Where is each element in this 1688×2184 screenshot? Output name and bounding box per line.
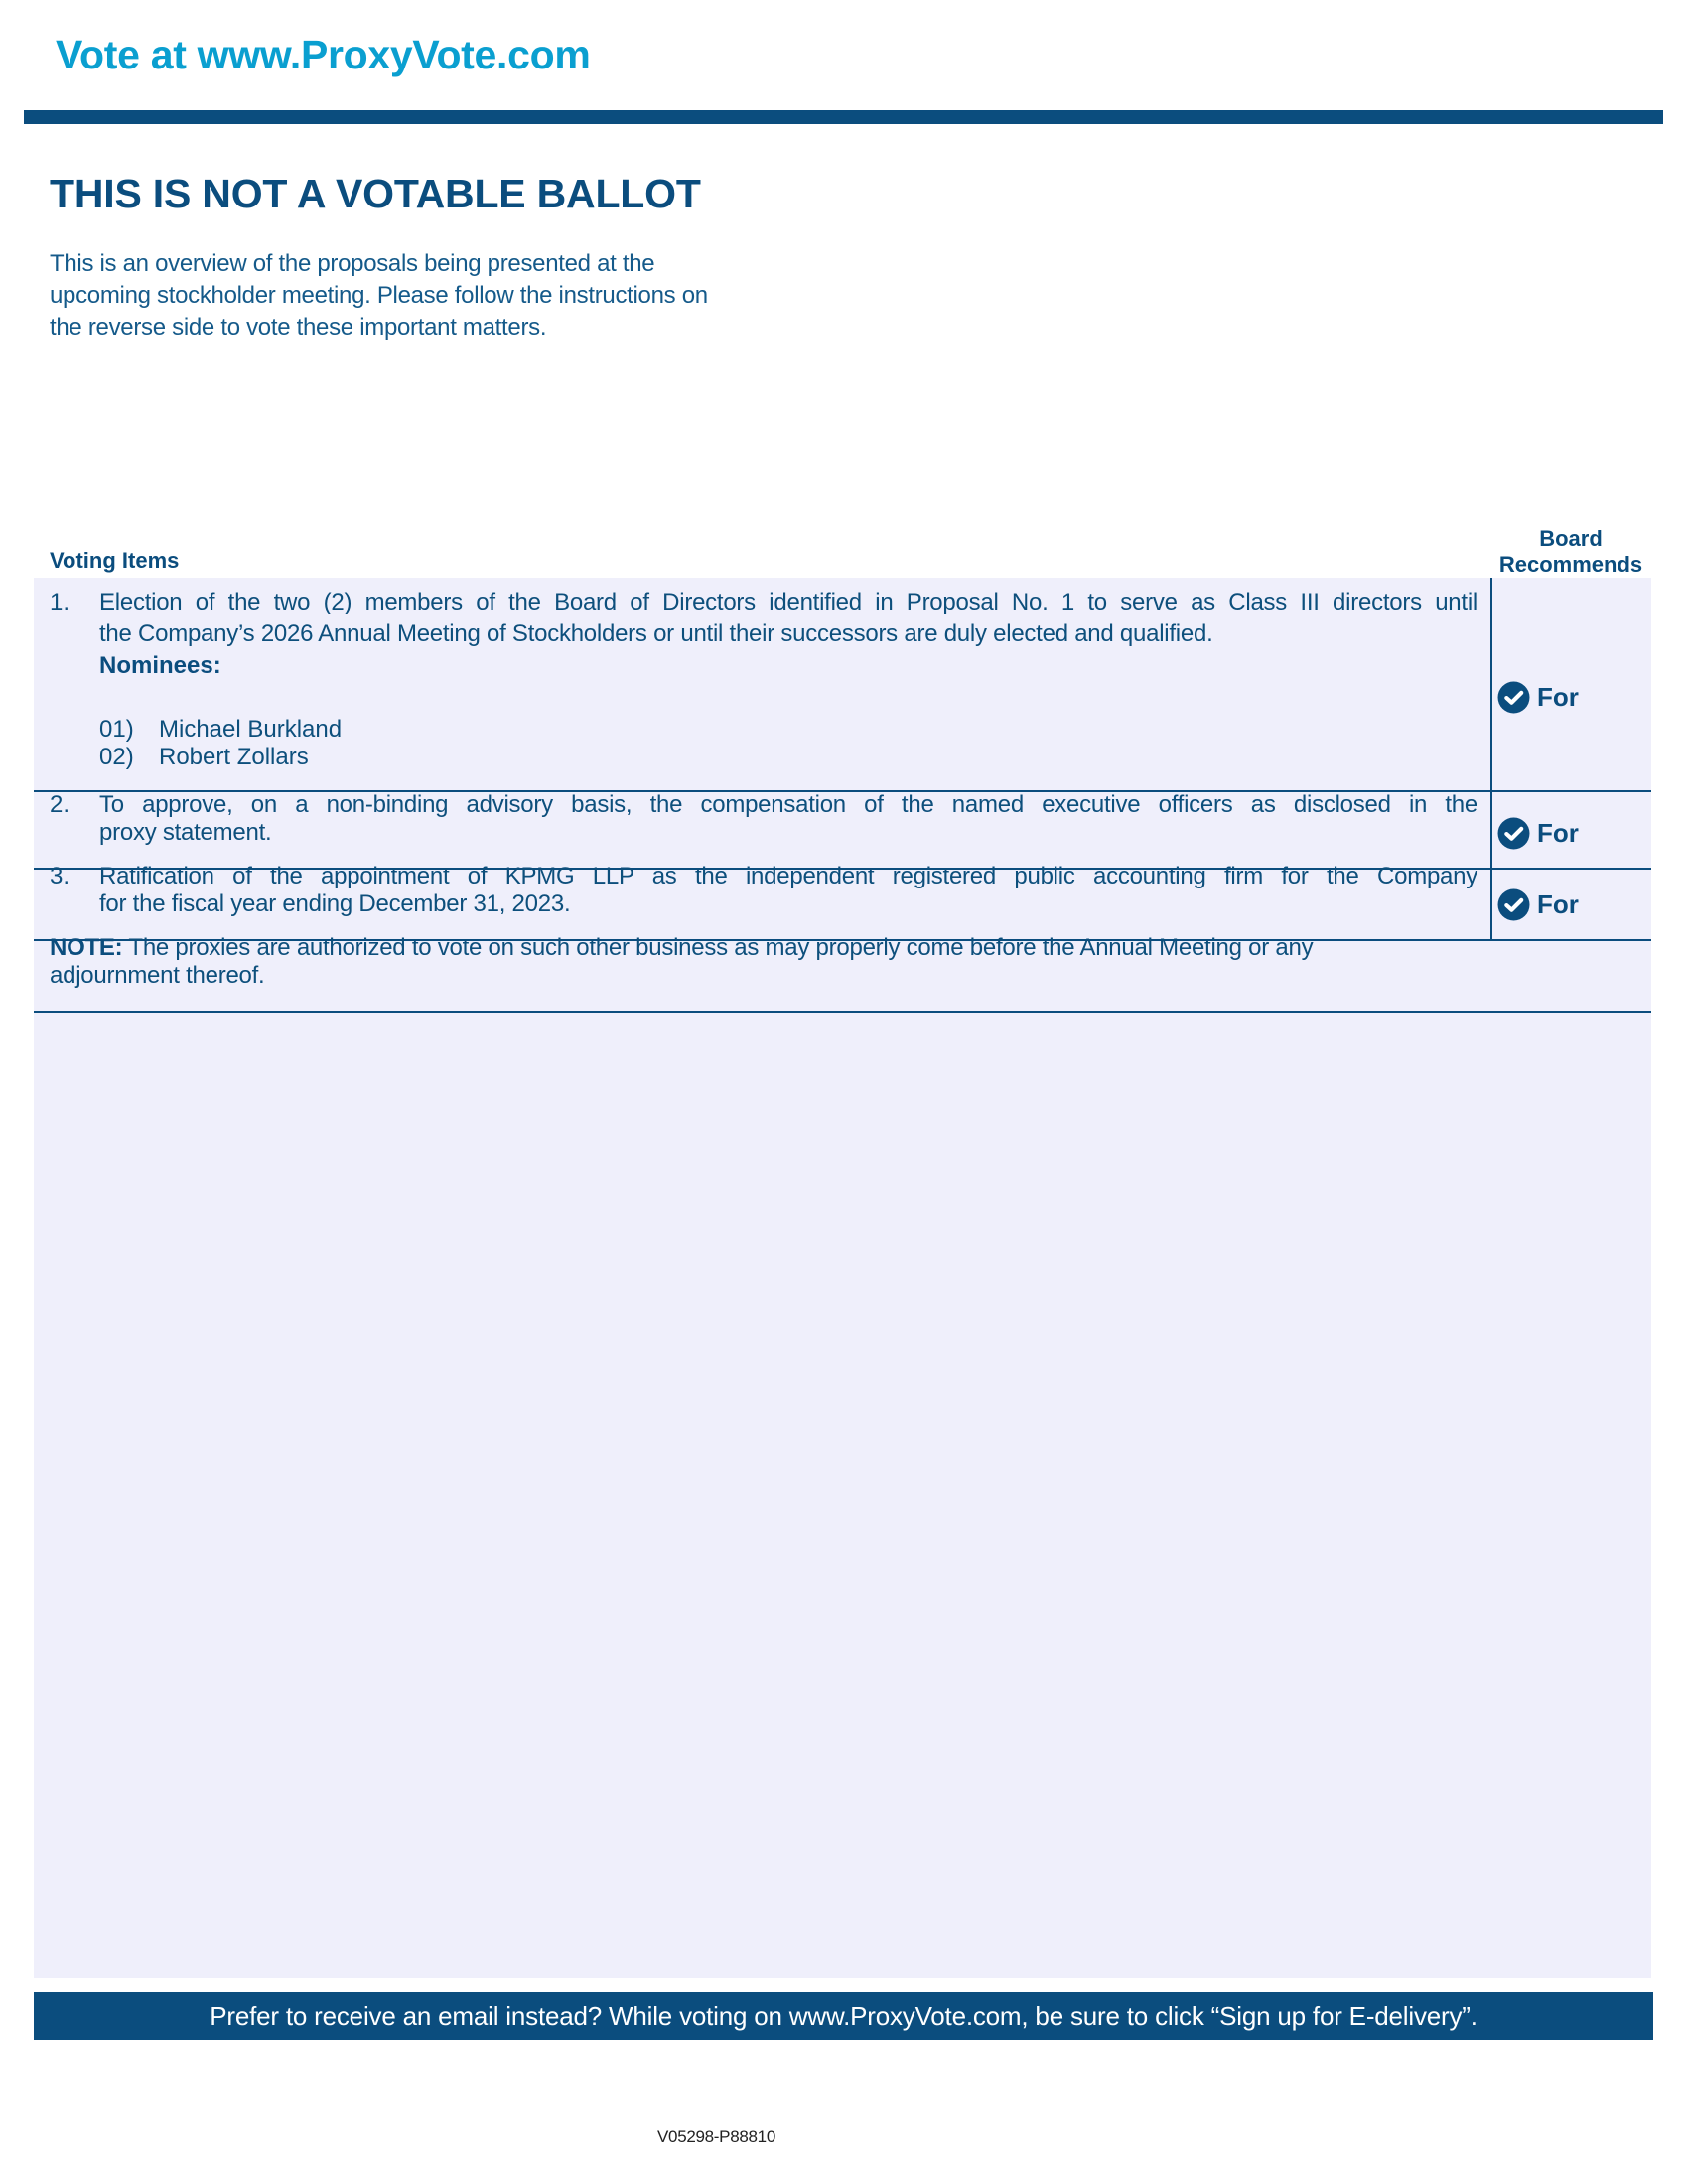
proxyvote-link[interactable]: Vote at www.ProxyVote.com [56, 32, 591, 77]
note-line: adjournment thereof. [50, 962, 265, 989]
recommendation-label: For [1537, 817, 1579, 848]
nominee-number: 01) [99, 716, 134, 743]
note-label: NOTE: [50, 934, 123, 961]
board-recommends-line2: Recommends [1498, 552, 1643, 577]
voting-items-header: Voting Items [50, 548, 180, 573]
recommendation-for [1497, 887, 1579, 921]
recommendation-for [1497, 816, 1579, 850]
item-text-line: To approve, on a non-binding advisory basis, the compensation of the named executive officers as disclosed in the [99, 791, 1477, 818]
e-delivery-banner: Prefer to receive an email instead? While voting on www.ProxyVote.com, be sure to click “Sign up for E-delivery”. [34, 1992, 1653, 2040]
intro-line: upcoming stockholder meeting. Please follow the instructions on [50, 282, 708, 309]
voting-items-panel [34, 578, 1651, 1978]
item-text-line: the Company’s 2026 Annual Meeting of Stockholders or until their successors are duly elected and qualified. [99, 620, 1213, 647]
note-text: The proxies are authorized to vote on such other business as may properly come before the Annual Meeting or any [122, 934, 1314, 961]
item-number: 3. [50, 863, 70, 889]
recommendation-for [1497, 680, 1579, 714]
nominee-name: Robert Zollars [159, 744, 309, 770]
intro-line: This is an overview of the proposals being presented at the [50, 250, 655, 277]
intro-paragraph [50, 248, 844, 343]
recommendation-label: For [1537, 888, 1579, 919]
header-divider-bar [24, 110, 1663, 124]
document-code: V05298-P88810 [657, 2127, 775, 2146]
item-text-line: for the fiscal year ending December 31, 2023. [99, 890, 571, 917]
nominee-item [99, 744, 309, 771]
note-line [50, 934, 1313, 962]
item-text-line: Election of the two (2) members of the Board of Directors identified in Proposal No. 1 to serve as Class III directors until [99, 589, 1477, 615]
row-divider [34, 1011, 1651, 1013]
board-recommends-line1: Board [1539, 526, 1603, 551]
check-circle-icon [1497, 817, 1530, 850]
check-circle-icon [1497, 888, 1530, 921]
item-text-line: Ratification of the appointment of KPMG LLP as the independent registered public accounting firm for the Company [99, 863, 1477, 889]
nominee-name: Michael Burkland [159, 716, 343, 743]
recommendation-label: For [1537, 681, 1579, 712]
column-divider [1490, 578, 1492, 940]
item-number: 2. [50, 791, 70, 818]
nominees-label: Nominees: [99, 652, 221, 679]
nominee-number: 02) [99, 744, 134, 770]
intro-line: the reverse side to vote these important matters. [50, 314, 547, 341]
board-recommends-header [1491, 526, 1650, 578]
nominee-item [99, 716, 342, 744]
item-text-line: proxy statement. [99, 819, 272, 846]
check-circle-icon [1497, 681, 1530, 714]
page-title: THIS IS NOT A VOTABLE BALLOT [50, 171, 701, 216]
item-number: 1. [50, 589, 70, 615]
